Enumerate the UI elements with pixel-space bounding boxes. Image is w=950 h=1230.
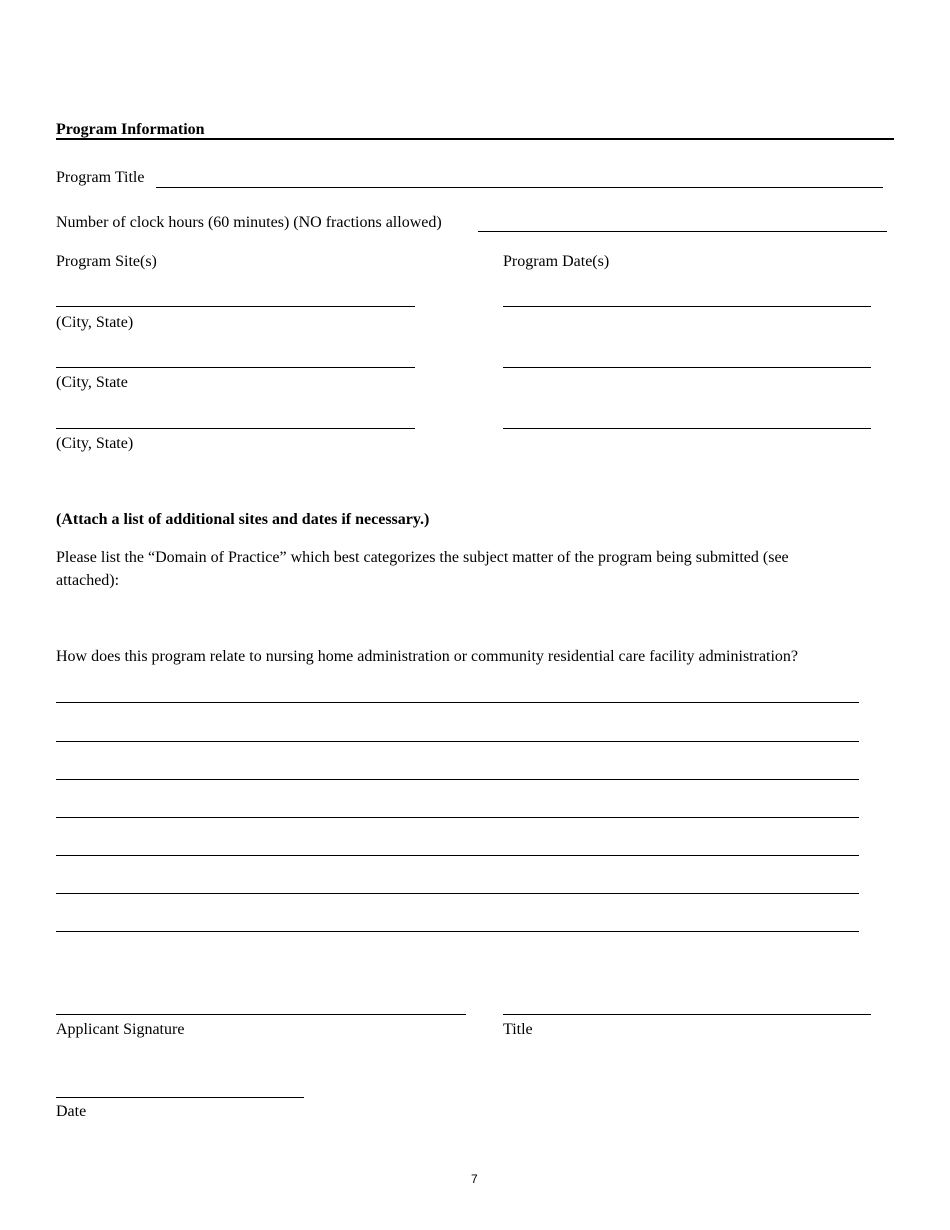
answer-line[interactable] — [56, 741, 859, 742]
domain-prompt-line2: attached): — [56, 572, 120, 589]
date-field[interactable] — [56, 1097, 304, 1098]
program-site-field[interactable] — [56, 428, 415, 429]
section-heading-rule — [56, 138, 894, 140]
answer-line[interactable] — [56, 779, 859, 780]
title-field[interactable] — [503, 1014, 871, 1015]
program-site-field[interactable] — [56, 367, 415, 368]
city-state-caption: (City, State) — [56, 314, 134, 331]
city-state-caption: (City, State — [56, 374, 128, 391]
date-label: Date — [56, 1103, 87, 1120]
applicant-signature-label: Applicant Signature — [56, 1021, 185, 1038]
program-site-field[interactable] — [56, 306, 415, 307]
program-title-label: Program Title — [56, 169, 145, 186]
answer-line[interactable] — [56, 855, 859, 856]
applicant-signature-field[interactable] — [56, 1014, 466, 1015]
answer-line[interactable] — [56, 702, 859, 703]
answer-line[interactable] — [56, 931, 859, 932]
program-date-field[interactable] — [503, 367, 871, 368]
clock-hours-label: Number of clock hours (60 minutes) (NO fractions allowed) — [56, 214, 442, 231]
domain-prompt-line1: Please list the “Domain of Practice” which best categorizes the subject matter of the program being submitted (see — [56, 549, 789, 566]
program-date-field[interactable] — [503, 306, 871, 307]
city-state-caption: (City, State) — [56, 435, 134, 452]
program-date-field[interactable] — [503, 428, 871, 429]
section-heading: Program Information — [56, 121, 205, 138]
attach-note: (Attach a list of additional sites and dates if necessary.) — [56, 511, 430, 528]
page-number: 7 — [471, 1172, 478, 1186]
program-dates-header: Program Date(s) — [503, 253, 610, 270]
program-title-field[interactable] — [156, 187, 883, 188]
program-sites-header: Program Site(s) — [56, 253, 157, 270]
title-label: Title — [503, 1021, 533, 1038]
relation-question: How does this program relate to nursing home administration or community residential care facility administration? — [56, 648, 799, 665]
clock-hours-field[interactable] — [478, 231, 887, 232]
answer-line[interactable] — [56, 817, 859, 818]
answer-line[interactable] — [56, 893, 859, 894]
